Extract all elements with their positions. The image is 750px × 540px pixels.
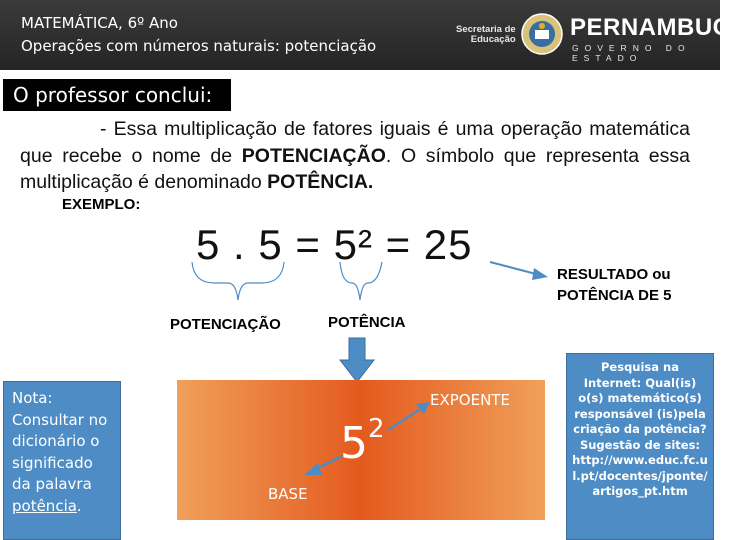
exponent-label: EXPOENTE <box>430 391 510 409</box>
potencia-label: POTÊNCIA <box>328 314 406 331</box>
equation: 5 . 5 = 5² = 25 <box>196 221 473 268</box>
base-label: BASE <box>268 485 308 503</box>
result-label: RESULTADO ou POTÊNCIA DE 5 <box>557 266 672 304</box>
research-box: Pesquisa na Internet: Qual(is) o(s) matemático(s) responsável (is)pela criação da potência? Sugestão de sites: http://www.educ.fc.ul.pt/docentes/jponte/artigos_pt.htm <box>566 353 714 540</box>
page-subtitle: Operações com números naturais: potenciação <box>21 37 377 55</box>
secretaria-logo-text: Secretaria de Educação <box>456 24 516 45</box>
state-logo-name: PERNAMBUCO <box>570 14 750 41</box>
exponent-arrow-line <box>388 408 422 430</box>
diagram-base: 5 <box>340 418 368 469</box>
explanation-paragraph: - Essa multiplicação de fatores iguais é uma operação matemática que recebe o nome de POTENCIAÇÃO. O símbolo que representa essa multiplicação é denominado POTÊNCIA. <box>20 118 690 193</box>
note-box: Nota: Consultar no dicionário o significado da palavra potência. <box>3 381 121 540</box>
potenciacao-label: POTENCIAÇÃO <box>170 316 281 333</box>
state-logo-subtitle: GOVERNO DO ESTADO <box>572 43 691 63</box>
page-title: MATEMÁTICA, 6º Ano <box>21 14 178 32</box>
example-label: EXEMPLO: <box>62 196 141 213</box>
base-arrow-head <box>304 463 322 475</box>
potencia-link[interactable]: potência <box>12 496 77 515</box>
exponent-arrow-head <box>416 402 430 414</box>
diagram-exponent: 2 <box>368 414 385 444</box>
conclusion-label: O professor conclui: <box>3 79 231 111</box>
